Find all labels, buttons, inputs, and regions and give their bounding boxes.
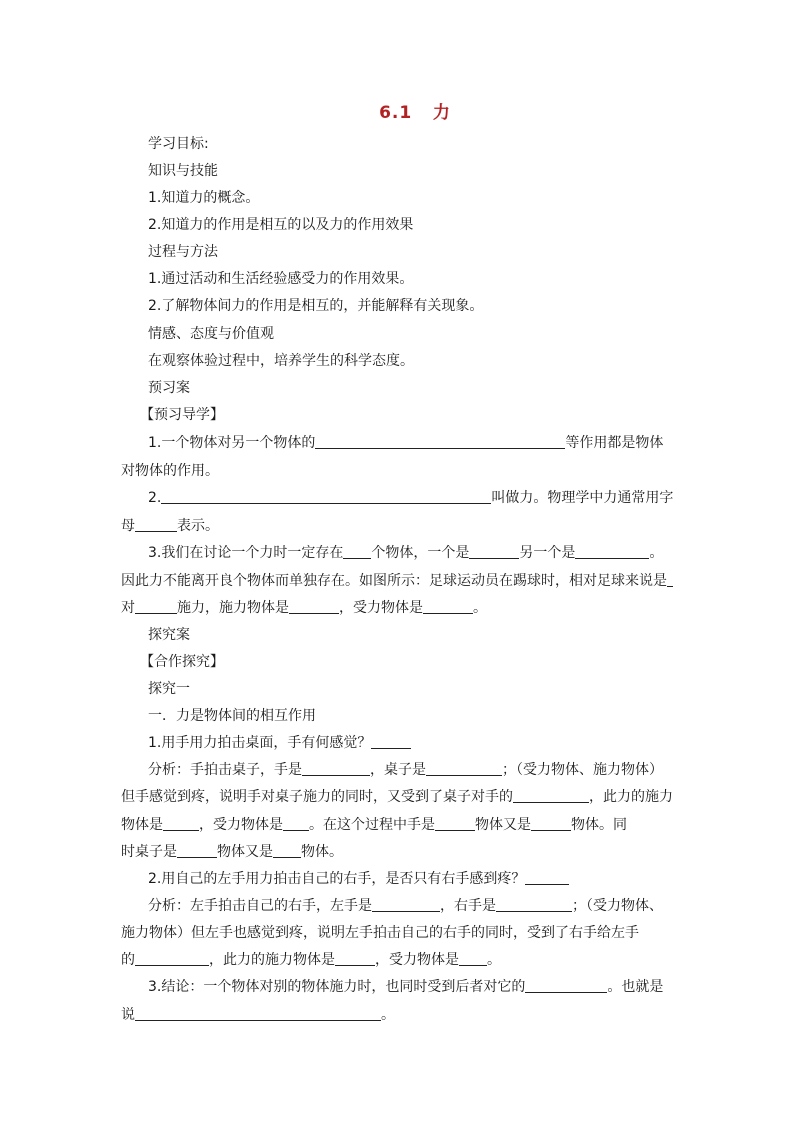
answer-blank[interactable] [575,544,649,559]
preview-question-3-cont-2: 对 施力，施力物体是 ，受力物体是 。 [121,600,487,616]
answer-blank[interactable] [289,599,339,614]
answer-blank[interactable] [161,489,491,504]
answer-blank[interactable] [335,951,375,966]
preview-question-1: 1.一个物体对另一个物体的 等作用都是物体 [148,435,664,451]
answer-blank[interactable] [163,816,199,831]
answer-blank[interactable] [513,788,589,803]
preview-question-2-cont: 母 表示。 [121,518,219,534]
answer-blank[interactable] [177,843,217,858]
goals-heading: 学习目标: [148,136,209,152]
preview-question-1-cont: 对物体的作用。 [121,463,219,479]
answer-blank[interactable] [469,544,519,559]
answer-blank[interactable] [531,816,571,831]
answer-blank[interactable] [135,517,177,532]
analysis-2: 分析：左手拍击自己的右手，左手是 ，右手是 ；（受力物体、 [148,898,663,914]
emotion-item-1: 在观察体验过程中，培养学生的科学态度。 [148,353,414,369]
emotion-heading: 情感、态度与价值观 [148,326,274,342]
explore-question-2: 2.用自己的左手用力拍击自己的右手，是否只有右手感到疼？ [148,869,569,889]
answer-blank[interactable] [525,870,569,885]
knowledge-item-1: 1.知道力的概念。 [148,190,260,206]
answer-blank[interactable] [135,599,177,614]
explore-heading: 探究案 [148,627,190,643]
conclusion: 3.结论：一个物体对别的物体施力时，也同时受到后者对它的 。也就是 [148,979,664,995]
preview-question-2: 2. 叫做力。物理学中力通常用字 [148,490,674,506]
answer-blank[interactable] [423,599,473,614]
answer-blank[interactable] [667,572,673,587]
answer-blank[interactable] [459,951,487,966]
preview-question-3-cont: 因此力不能离开良个物体而单独存在。如图所示：足球运动员在踢球时，相对足球来说是 [121,571,673,591]
preview-question-3: 3.我们在讨论一个力时一定存在 个物体，一个是 另一个是 。 [148,545,664,561]
explore-sub-heading: 探究一 [148,681,190,697]
answer-blank[interactable] [135,951,209,966]
analysis-2-cont-2: 的 ，此力的施力物体是 ，受力物体是 。 [121,952,501,968]
section-title: 一．力是物体间的相互作用 [148,708,316,724]
analysis-1-cont-3: 时桌子是 物体又是 物体。 [121,844,343,860]
answer-blank[interactable] [371,734,411,749]
analysis-1: 分析：手拍击桌子，手是 ，桌子是 ；（受力物体、施力物体） [148,762,663,778]
answer-blank[interactable] [135,1006,381,1021]
preview-guide-heading: 【预习导学】 [140,407,224,423]
answer-blank[interactable] [372,897,440,912]
answer-blank[interactable] [525,978,607,993]
answer-blank[interactable] [435,816,475,831]
process-item-1: 1.通过活动和生活经验感受力的作用效果。 [148,271,414,287]
knowledge-heading: 知识与技能 [148,163,218,179]
answer-blank[interactable] [283,816,309,831]
analysis-2-cont: 施力物体）但左手也感觉到疼，说明左手拍击自己的右手的同时，受到了右手给左手 [121,925,639,941]
analysis-1-cont: 但手感觉到疼，说明手对桌子施力的同时，又受到了桌子对手的 ，此力的施力 [121,789,673,805]
answer-blank[interactable] [496,897,572,912]
answer-blank[interactable] [315,434,565,449]
answer-blank[interactable] [343,544,371,559]
conclusion-cont: 说 。 [121,1007,395,1023]
knowledge-item-2: 2.知道力的作用是相互的以及力的作用效果 [148,217,414,233]
preview-heading: 预习案 [148,380,190,396]
process-item-2: 2.了解物体间力的作用是相互的，并能解释有关现象。 [148,298,484,314]
process-heading: 过程与方法 [148,244,218,260]
analysis-1-cont-2: 物体是 ，受力物体是 。在这个过程中手是 物体又是 物体。同 [121,817,627,833]
explore-coop-heading: 【合作探究】 [140,654,224,670]
explore-question-1: 1.用手用力拍击桌面，手有何感觉？ [148,733,411,753]
answer-blank[interactable] [273,843,301,858]
answer-blank[interactable] [302,761,370,776]
answer-blank[interactable] [426,761,502,776]
page-title: 6.1 力 [379,103,451,123]
